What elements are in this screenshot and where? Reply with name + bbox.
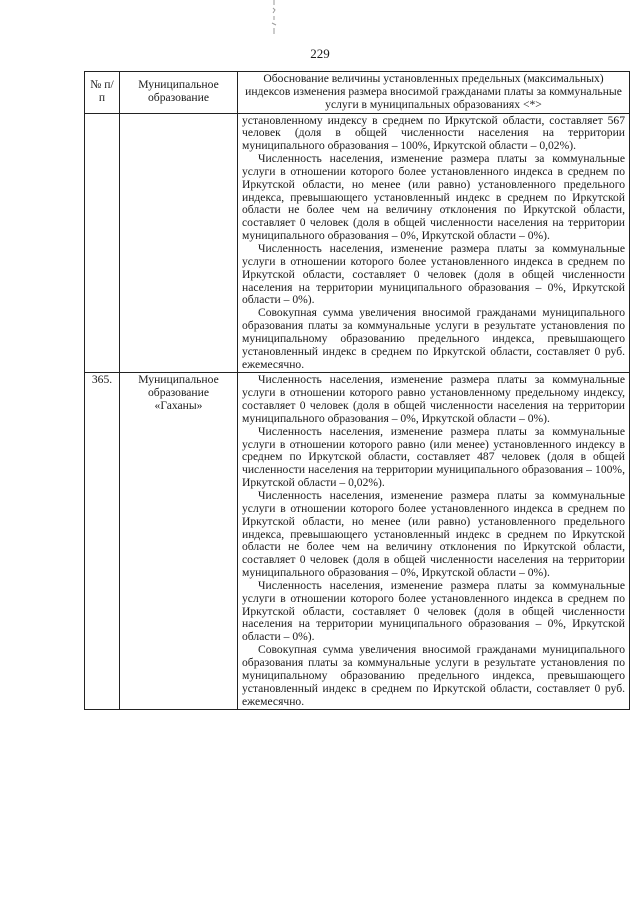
row-number	[85, 113, 120, 373]
header-number: № п/п	[85, 72, 120, 114]
row-justification	[238, 373, 630, 710]
header-justification: Обоснование величины установленных предельных (максимальных) индексов изменения размера вносимой гражданами платы за коммунальные услуги в муниципальных образованиях <*>	[238, 72, 630, 114]
page-number: 229	[310, 46, 330, 61]
paragraph: Численность населения, изменение размера платы за коммунальные услуги в отношении которого более установленного индекса в среднем по Иркутской области, но менее (или равно) установленного предельного индекса, превышающего установленный индекс в среднем по Иркутской области не более чем на величину отклонения по Иркутской области, составляет 0 человек (доля в общей численности населения на территории муниципального образования – 0%, Иркутской области – 0%).	[242, 152, 625, 243]
table-header-row	[85, 72, 630, 114]
row-justification	[238, 113, 630, 373]
row-municipality	[120, 113, 238, 373]
header-municipality: Муниципальное образование	[120, 72, 238, 114]
paragraph: Численность населения, изменение размера платы за коммунальные услуги в отношении которого равно установленному предельному индексу, составляет 0 человек (доля в общей численности населения на территории муниципального образования – 0%, Иркутской области – 0%).	[242, 373, 625, 425]
paragraph: установленному индексу в среднем по Иркутской области, составляет 567 человек (доля в общей численности населения на территории муниципального образования – 100%, Иркутской области – 0,02%).	[242, 113, 625, 153]
paragraph: Численность населения, изменение размера платы за коммунальные услуги в отношении которого равно (или менее) установленного индексу в среднем по Иркутской области, составляет 487 человек (доля в общей численности населения на территории муниципального образования – 100%, Иркутской области – 0,02%).	[242, 424, 625, 490]
row-number: 365.	[85, 373, 120, 710]
paragraph: Совокупная сумма увеличения вносимой гражданами муниципального образования платы за коммунальные услуги в результате установления по муниципальному образованию предельного индекса, превышающего установленный индекс в среднем по Иркутской области, составляет 0 руб. ежемесячно.	[242, 306, 625, 371]
paragraph: Численность населения, изменение размера платы за коммунальные услуги в отношении которого более установленного индекса в среднем по Иркутской области, но менее (или равно) установленного предельного индекса, превышающего установленный индекс в среднем по Иркутской области не более чем на величину отклонения по Иркутской области, составляет 0 человек (доля в общей численности населения на территории муниципального образования – 0%, Иркутской области – 0%).	[242, 489, 625, 580]
pen-mark	[268, 0, 280, 36]
paragraph: Численность населения, изменение размера платы за коммунальные услуги в отношении которого более установленного индекса в среднем по Иркутской области, составляет 0 человек (доля в общей численности населения на территории муниципального образования – 0%, Иркутской области – 0%).	[242, 578, 625, 644]
row-municipality: Муниципальное образование «Гаханы»	[120, 373, 238, 710]
table-row	[85, 373, 630, 710]
paragraph: Численность населения, изменение размера платы за коммунальные услуги в отношении которого более установленного индекса в среднем по Иркутской области, составляет 0 человек (доля в общей численности населения на территории муниципального образования – 0%, Иркутской области – 0%).	[242, 241, 625, 307]
table-row	[85, 113, 630, 373]
paragraph: Совокупная сумма увеличения вносимой гражданами муниципального образования платы за коммунальные услуги в результате установления по муниципальному образованию предельного индекса, превышающего установленный индекс в среднем по Иркутской области, составляет 0 руб. ежемесячно.	[242, 643, 625, 708]
document-table	[84, 71, 630, 710]
